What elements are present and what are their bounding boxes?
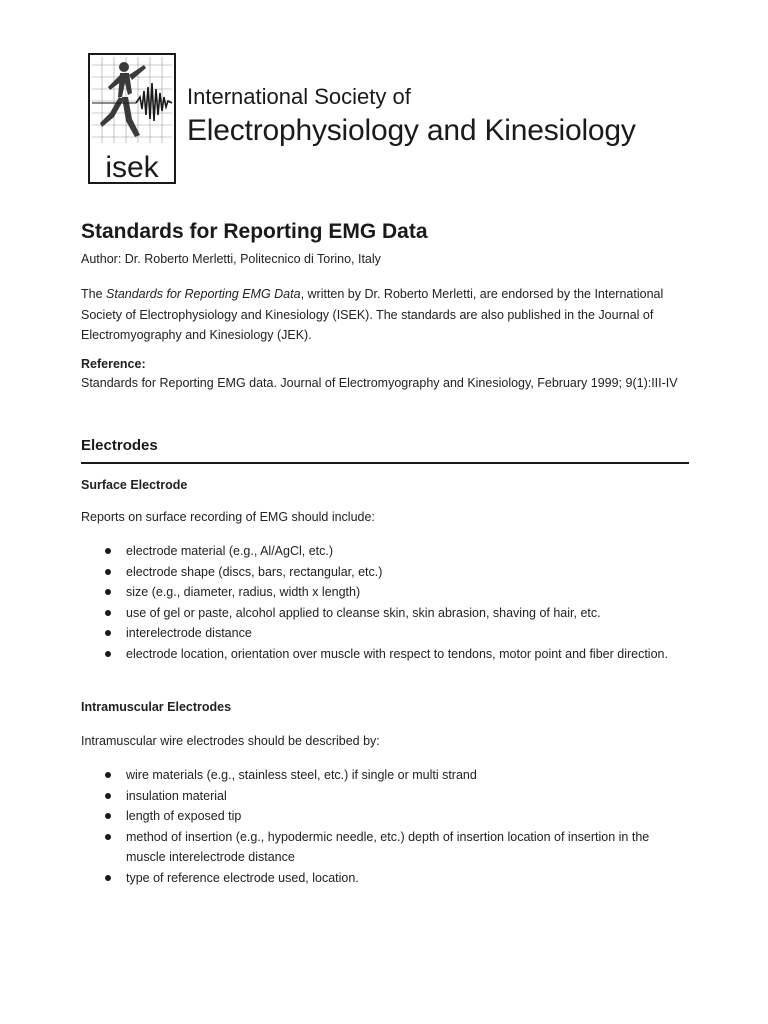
intro-prefix: The xyxy=(81,287,107,301)
org-name-line1: International Society of xyxy=(187,84,411,109)
surface-intro: Reports on surface recording of EMG should include: xyxy=(81,510,375,524)
section-divider xyxy=(81,462,689,464)
author-line: Author: Dr. Roberto Merletti, Politecnico di Torino, Italy xyxy=(81,252,381,266)
list-item: wire materials (e.g., stainless steel, etc.) if single or multi strand xyxy=(81,765,681,786)
reference-text: Standards for Reporting EMG data. Journal of Electromyography and Kinesiology, February 1999; 9(1):III-IV xyxy=(81,376,678,390)
subheading-intramuscular-electrodes: Intramuscular Electrodes xyxy=(81,700,232,714)
section-title-electrodes: Electrodes xyxy=(81,437,158,454)
surface-electrode-list xyxy=(81,541,681,664)
org-name-line2: Electrophysiology and Kinesiology xyxy=(187,114,636,147)
list-item: method of insertion (e.g., hypodermic needle, etc.) depth of insertion location of insertion in the muscle interelectrode distance xyxy=(81,827,686,868)
intramuscular-intro: Intramuscular wire electrodes should be described by: xyxy=(81,734,380,748)
list-item: interelectrode distance xyxy=(81,623,681,644)
list-item: length of exposed tip xyxy=(81,806,681,827)
list-item: use of gel or paste, alcohol applied to cleanse skin, skin abrasion, shaving of hair, etc. xyxy=(81,603,681,624)
list-item: type of reference electrode used, location. xyxy=(81,868,681,889)
subheading-surface-electrode: Surface Electrode xyxy=(81,478,188,492)
list-item: size (e.g., diameter, radius, width x length) xyxy=(81,582,681,603)
reference-label: Reference: xyxy=(81,357,146,371)
intramuscular-electrode-list xyxy=(81,765,681,888)
page-title: Standards for Reporting EMG Data xyxy=(81,220,428,243)
list-item: electrode location, orientation over muscle with respect to tendons, motor point and fiber direction. xyxy=(81,644,686,665)
intro-paragraph xyxy=(81,284,691,346)
intro-italic-title: Standards for Reporting EMG Data xyxy=(106,287,301,301)
list-item: electrode material (e.g., Al/AgCl, etc.) xyxy=(81,541,681,562)
logo-text: isek xyxy=(105,151,159,184)
list-item: electrode shape (discs, bars, rectangular, etc.) xyxy=(81,562,681,583)
isek-logo xyxy=(88,53,176,184)
intro-rest: , written by Dr. Roberto Merletti, are endorsed by the International Society of Electrophysiology and Kinesiology (ISEK). The standards are also published in the Journal of Electromyography and Kinesiology (JEK). xyxy=(81,287,664,342)
list-item: insulation material xyxy=(81,786,681,807)
